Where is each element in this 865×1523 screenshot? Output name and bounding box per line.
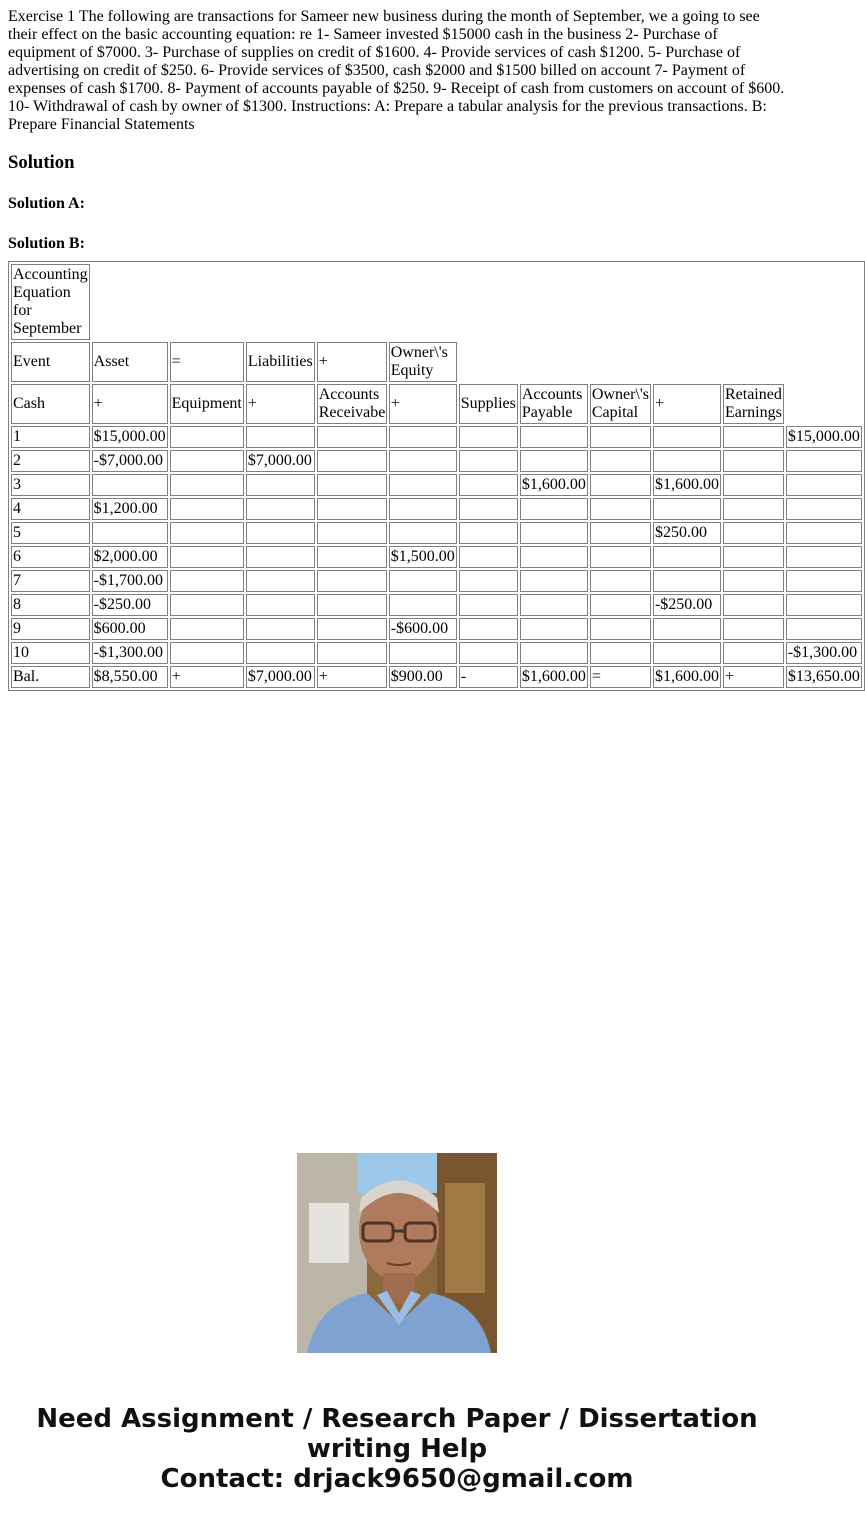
table-row [11, 546, 862, 568]
header-cell: Asset [92, 342, 168, 382]
table-cell [170, 618, 244, 640]
table-cell [170, 474, 244, 496]
table-cell: -$250.00 [92, 594, 168, 616]
table-cell: -$7,000.00 [92, 450, 168, 472]
table-cell [246, 618, 315, 640]
table-cell [723, 498, 784, 520]
table-cell: 8 [11, 594, 90, 616]
table-cell [653, 426, 721, 448]
table-cell [389, 426, 457, 448]
table-cell: $7,000.00 [246, 450, 315, 472]
header-cell: Accounts Payable [520, 384, 588, 424]
table-cell: $2,000.00 [92, 546, 168, 568]
table-cell [590, 450, 651, 472]
table-cell [246, 498, 315, 520]
table-cell [459, 498, 518, 520]
table-cell [389, 594, 457, 616]
table-cell: 7 [11, 570, 90, 592]
table-cell [246, 522, 315, 544]
table-cell [520, 618, 588, 640]
table-cell: = [590, 666, 651, 688]
table-cell: Bal. [11, 666, 90, 688]
table-cell: $250.00 [653, 522, 721, 544]
accounting-table-container [8, 261, 860, 685]
header-cell: Equipment [170, 384, 244, 424]
table-cell [520, 642, 588, 664]
table-cell [317, 570, 387, 592]
table-cell [170, 426, 244, 448]
table-cell: $1,600.00 [653, 474, 721, 496]
table-cell: -$1,700.00 [92, 570, 168, 592]
table-cell [389, 570, 457, 592]
table-cell [389, 642, 457, 664]
table-title: Accounting Equation for September [11, 264, 90, 340]
table-row [11, 522, 862, 544]
table-cell: $7,000.00 [246, 666, 315, 688]
accounting-equation-table [8, 261, 865, 691]
table-cell: $1,600.00 [653, 666, 721, 688]
table-cell [723, 570, 784, 592]
table-cell [459, 474, 518, 496]
table-cell [653, 642, 721, 664]
table-cell [459, 426, 518, 448]
table-row [11, 450, 862, 472]
table-cell [246, 594, 315, 616]
table-cell [389, 498, 457, 520]
table-cell: + [317, 666, 387, 688]
table-cell [786, 570, 862, 592]
table-cell [723, 618, 784, 640]
table-cell [459, 522, 518, 544]
table-cell: -$1,300.00 [786, 642, 862, 664]
table-cell [590, 498, 651, 520]
table-cell [246, 546, 315, 568]
table-cell [317, 474, 387, 496]
table-cell [459, 618, 518, 640]
table-cell [170, 594, 244, 616]
table-cell [520, 570, 588, 592]
table-cell: 6 [11, 546, 90, 568]
table-cell [92, 474, 168, 496]
table-cell [590, 618, 651, 640]
table-cell [246, 426, 315, 448]
solution-a-heading: Solution A: [8, 195, 85, 212]
table-row [11, 642, 862, 664]
exercise-text: Exercise 1 The following are transactions for Sameer new business during the month of September, we a going to see their effect on the basic accounting equation: re 1- Sameer invested $15000 cash in the business 2- Purchase of equipment of $7000. 3- Purchase of supplies on credit of $1600. 4- Provide services of cash $1200. 5- Purchase of advertising on credit of $250. 6- Provide services of $3500, cash $2000 and $1500 billed on account 7- Payment of expenses of cash $1700. 8- Payment of accounts payable of $250. 9- Receipt of cash from customers on account of $600. 10- Withdrawal of cash by owner of $1300. Instructions: A: Prepare a tabular analysis for the previous transactions. B: Prepare Financial Statements [8, 8, 785, 133]
header-cell: + [317, 342, 387, 382]
table-cell [520, 546, 588, 568]
table-cell: 1 [11, 426, 90, 448]
table-cell: $1,600.00 [520, 666, 588, 688]
table-cell [723, 522, 784, 544]
table-cell [459, 570, 518, 592]
table-cell [723, 546, 784, 568]
table-cell [786, 594, 862, 616]
table-cell [246, 474, 315, 496]
table-cell [590, 426, 651, 448]
table-row [11, 666, 862, 688]
table-cell [520, 450, 588, 472]
header-cell: + [92, 384, 168, 424]
table-cell [317, 594, 387, 616]
table-cell [317, 450, 387, 472]
table-cell [92, 522, 168, 544]
table-cell [170, 498, 244, 520]
header-cell: Owner\'s Capital [590, 384, 651, 424]
table-row [11, 618, 862, 640]
table-cell [723, 474, 784, 496]
table-cell [590, 522, 651, 544]
table-title-row [11, 264, 862, 340]
table-cell [246, 570, 315, 592]
table-cell [170, 450, 244, 472]
table-cell [786, 618, 862, 640]
table-cell: -$1,300.00 [92, 642, 168, 664]
table-cell [520, 426, 588, 448]
table-cell: $600.00 [92, 618, 168, 640]
table-cell [653, 570, 721, 592]
table-cell [389, 450, 457, 472]
table-cell [170, 546, 244, 568]
table-cell [590, 642, 651, 664]
header-cell: Supplies [459, 384, 518, 424]
table-cell: -$250.00 [653, 594, 721, 616]
table-cell [723, 450, 784, 472]
table-cell [459, 546, 518, 568]
table-cell: 3 [11, 474, 90, 496]
author-avatar [297, 1153, 497, 1353]
header-cell: Owner\'s Equity [389, 342, 457, 382]
table-cell [317, 426, 387, 448]
solution-b-heading: Solution B: [8, 235, 85, 252]
table-cell [653, 546, 721, 568]
table-cell: $15,000.00 [92, 426, 168, 448]
table-cell: + [723, 666, 784, 688]
table-cell [317, 642, 387, 664]
author-photo-illustration [297, 1153, 497, 1353]
header-cell: + [389, 384, 457, 424]
table-cell [170, 570, 244, 592]
table-row [11, 498, 862, 520]
header-cell: + [653, 384, 721, 424]
table-cell [723, 642, 784, 664]
table-cell: 5 [11, 522, 90, 544]
table-cell [653, 498, 721, 520]
table-cell: -$600.00 [389, 618, 457, 640]
table-cell [786, 450, 862, 472]
table-cell: 9 [11, 618, 90, 640]
header-cell: Cash [11, 384, 90, 424]
table-cell: $15,000.00 [786, 426, 862, 448]
table-header-row-2 [11, 384, 862, 424]
table-row [11, 426, 862, 448]
table-cell [786, 522, 862, 544]
table-cell [653, 450, 721, 472]
table-cell: 4 [11, 498, 90, 520]
table-cell [317, 546, 387, 568]
table-cell: $8,550.00 [92, 666, 168, 688]
table-cell [317, 618, 387, 640]
table-cell: 10 [11, 642, 90, 664]
table-cell: $1,600.00 [520, 474, 588, 496]
table-cell [317, 498, 387, 520]
table-cell: - [459, 666, 518, 688]
solution-heading: Solution [8, 152, 75, 173]
promo-line-1: Need Assignment / Research Paper / Dissertation [36, 1404, 758, 1434]
header-cell: = [170, 342, 244, 382]
table-cell [389, 522, 457, 544]
table-row [11, 474, 862, 496]
table-cell [653, 618, 721, 640]
table-row [11, 594, 862, 616]
table-cell: + [170, 666, 244, 688]
table-cell [389, 474, 457, 496]
table-row [11, 570, 862, 592]
header-cell: Liabilities [246, 342, 315, 382]
table-cell [520, 498, 588, 520]
table-cell [786, 498, 862, 520]
table-cell [590, 474, 651, 496]
header-cell: Accounts Receivabe [317, 384, 387, 424]
promo-line-2: writing Help [306, 1434, 488, 1464]
table-cell: $1,200.00 [92, 498, 168, 520]
table-cell [786, 546, 862, 568]
header-cell: Retained Earnings [723, 384, 784, 424]
table-cell [590, 570, 651, 592]
header-cell: + [246, 384, 315, 424]
table-cell [170, 522, 244, 544]
table-cell [317, 522, 387, 544]
table-cell [590, 594, 651, 616]
table-cell [520, 522, 588, 544]
table-cell [246, 642, 315, 664]
header-cell: Event [11, 342, 90, 382]
table-cell: 2 [11, 450, 90, 472]
table-cell [590, 546, 651, 568]
table-cell: $1,500.00 [389, 546, 457, 568]
table-cell [786, 474, 862, 496]
promo-contact: Contact: drjack9650@gmail.com [160, 1464, 634, 1494]
table-cell [520, 594, 588, 616]
table-cell [459, 450, 518, 472]
table-cell: $13,650.00 [786, 666, 862, 688]
promo-banner [0, 1404, 794, 1494]
table-cell: $900.00 [389, 666, 457, 688]
table-cell [723, 426, 784, 448]
table-cell [459, 594, 518, 616]
table-header-row-1 [11, 342, 862, 382]
table-cell [459, 642, 518, 664]
table-cell [723, 594, 784, 616]
table-cell [170, 642, 244, 664]
document-body [0, 0, 794, 254]
